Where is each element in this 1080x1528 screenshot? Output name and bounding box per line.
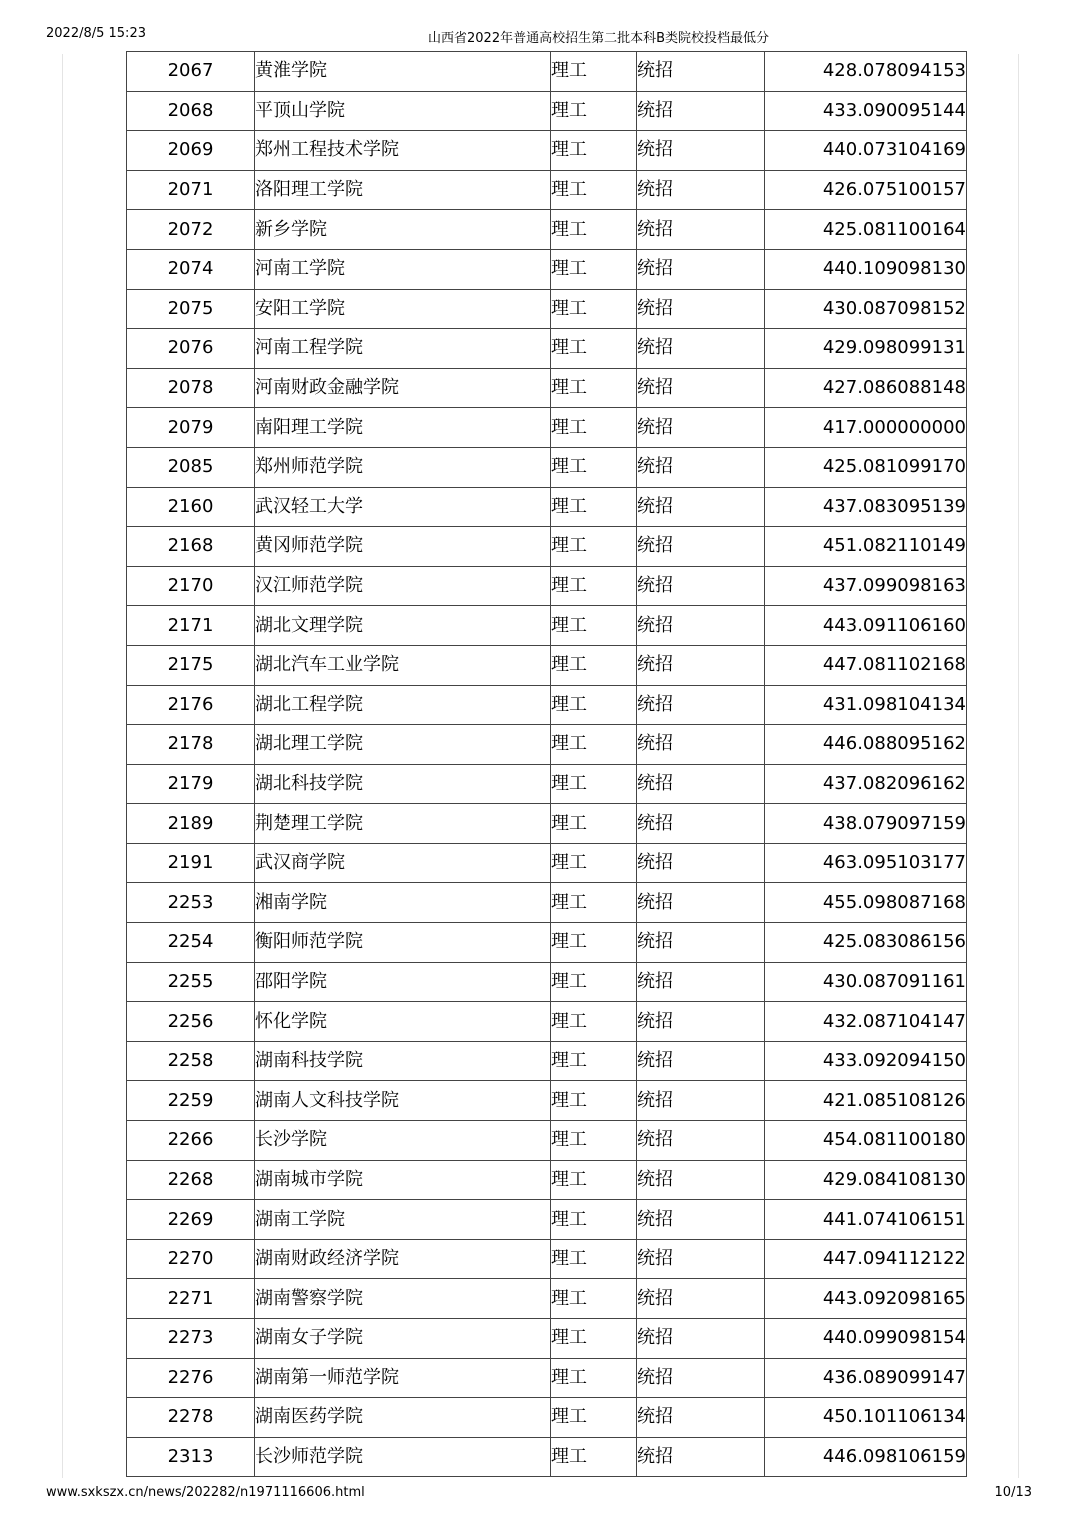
- table-row: [127, 1398, 967, 1438]
- subject-type-cell: 理工: [551, 1398, 637, 1438]
- plan-type-cell: 统招: [637, 1121, 765, 1161]
- min-score-cell: 433.090095144: [765, 91, 967, 131]
- table-row: [127, 764, 967, 804]
- subject-type-cell: 理工: [551, 883, 637, 923]
- min-score-cell: 427.086088148: [765, 368, 967, 408]
- min-score-cell: 438.079097159: [765, 804, 967, 844]
- school-code-cell: 2254: [127, 923, 255, 963]
- table-row: [127, 725, 967, 765]
- table-row: [127, 1437, 967, 1477]
- plan-type-cell: 统招: [637, 91, 765, 131]
- min-score-cell: 440.073104169: [765, 131, 967, 171]
- subject-type-cell: 理工: [551, 1160, 637, 1200]
- school-name-cell: 衡阳师范学院: [255, 923, 551, 963]
- min-score-cell: 454.081100180: [765, 1121, 967, 1161]
- school-name-cell: 长沙师范学院: [255, 1437, 551, 1477]
- school-name-cell: 湖南工学院: [255, 1200, 551, 1240]
- min-score-cell: 450.101106134: [765, 1398, 967, 1438]
- school-code-cell: 2085: [127, 447, 255, 487]
- school-code-cell: 2258: [127, 1041, 255, 1081]
- min-score-cell: 451.082110149: [765, 527, 967, 567]
- school-name-cell: 湖北理工学院: [255, 725, 551, 765]
- school-name-cell: 怀化学院: [255, 1002, 551, 1042]
- table-row: [127, 527, 967, 567]
- plan-type-cell: 统招: [637, 1041, 765, 1081]
- plan-type-cell: 统招: [637, 685, 765, 725]
- plan-type-cell: 统招: [637, 923, 765, 963]
- table-row: [127, 566, 967, 606]
- school-name-cell: 郑州工程技术学院: [255, 131, 551, 171]
- school-name-cell: 南阳理工学院: [255, 408, 551, 448]
- subject-type-cell: 理工: [551, 1121, 637, 1161]
- table-row: [127, 1319, 967, 1359]
- subject-type-cell: 理工: [551, 923, 637, 963]
- table-row: [127, 606, 967, 646]
- school-name-cell: 湖南女子学院: [255, 1319, 551, 1359]
- table-row: [127, 210, 967, 250]
- table-row: [127, 249, 967, 289]
- plan-type-cell: 统招: [637, 1239, 765, 1279]
- school-name-cell: 湖北文理学院: [255, 606, 551, 646]
- school-name-cell: 湖南城市学院: [255, 1160, 551, 1200]
- subject-type-cell: 理工: [551, 1239, 637, 1279]
- min-score-cell: 463.095103177: [765, 843, 967, 883]
- subject-type-cell: 理工: [551, 329, 637, 369]
- subject-type-cell: 理工: [551, 1279, 637, 1319]
- table-row: [127, 883, 967, 923]
- table-row: [127, 1041, 967, 1081]
- min-score-cell: 440.099098154: [765, 1319, 967, 1359]
- plan-type-cell: 统招: [637, 1319, 765, 1359]
- school-code-cell: 2191: [127, 843, 255, 883]
- school-code-cell: 2179: [127, 764, 255, 804]
- school-code-cell: 2178: [127, 725, 255, 765]
- table-row: [127, 1121, 967, 1161]
- plan-type-cell: 统招: [637, 170, 765, 210]
- min-score-cell: 430.087098152: [765, 289, 967, 329]
- min-score-cell: 431.098104134: [765, 685, 967, 725]
- school-code-cell: 2189: [127, 804, 255, 844]
- plan-type-cell: 统招: [637, 249, 765, 289]
- school-name-cell: 新乡学院: [255, 210, 551, 250]
- school-code-cell: 2075: [127, 289, 255, 329]
- school-name-cell: 洛阳理工学院: [255, 170, 551, 210]
- plan-type-cell: 统招: [637, 1398, 765, 1438]
- min-score-cell: 421.085108126: [765, 1081, 967, 1121]
- min-score-cell: 429.098099131: [765, 329, 967, 369]
- school-code-cell: 2255: [127, 962, 255, 1002]
- plan-type-cell: 统招: [637, 368, 765, 408]
- plan-type-cell: 统招: [637, 1437, 765, 1477]
- plan-type-cell: 统招: [637, 566, 765, 606]
- min-score-cell: 433.092094150: [765, 1041, 967, 1081]
- min-score-cell: 447.081102168: [765, 645, 967, 685]
- min-score-cell: 446.088095162: [765, 725, 967, 765]
- plan-type-cell: 统招: [637, 289, 765, 329]
- school-code-cell: 2270: [127, 1239, 255, 1279]
- plan-type-cell: 统招: [637, 52, 765, 92]
- school-name-cell: 湖北工程学院: [255, 685, 551, 725]
- school-code-cell: 2168: [127, 527, 255, 567]
- school-code-cell: 2079: [127, 408, 255, 448]
- score-table-body: [127, 52, 967, 1477]
- min-score-cell: 436.089099147: [765, 1358, 967, 1398]
- school-code-cell: 2176: [127, 685, 255, 725]
- source-url[interactable]: www.sxkszx.cn/news/202282/n1971116606.html: [46, 1485, 365, 1500]
- plan-type-cell: 统招: [637, 764, 765, 804]
- min-score-cell: 425.081100164: [765, 210, 967, 250]
- plan-type-cell: 统招: [637, 131, 765, 171]
- subject-type-cell: 理工: [551, 131, 637, 171]
- subject-type-cell: 理工: [551, 606, 637, 646]
- plan-type-cell: 统招: [637, 329, 765, 369]
- table-row: [127, 843, 967, 883]
- min-score-cell: 440.109098130: [765, 249, 967, 289]
- subject-type-cell: 理工: [551, 645, 637, 685]
- plan-type-cell: 统招: [637, 447, 765, 487]
- table-row: [127, 368, 967, 408]
- school-name-cell: 湖南第一师范学院: [255, 1358, 551, 1398]
- min-score-cell: 443.092098165: [765, 1279, 967, 1319]
- table-row: [127, 408, 967, 448]
- school-code-cell: 2256: [127, 1002, 255, 1042]
- school-code-cell: 2268: [127, 1160, 255, 1200]
- table-row: [127, 1200, 967, 1240]
- subject-type-cell: 理工: [551, 962, 637, 1002]
- school-code-cell: 2273: [127, 1319, 255, 1359]
- min-score-cell: 432.087104147: [765, 1002, 967, 1042]
- school-name-cell: 湖南警察学院: [255, 1279, 551, 1319]
- subject-type-cell: 理工: [551, 1319, 637, 1359]
- school-name-cell: 郑州师范学院: [255, 447, 551, 487]
- plan-type-cell: 统招: [637, 1002, 765, 1042]
- subject-type-cell: 理工: [551, 487, 637, 527]
- plan-type-cell: 统招: [637, 408, 765, 448]
- school-code-cell: 2269: [127, 1200, 255, 1240]
- plan-type-cell: 统招: [637, 487, 765, 527]
- table-row: [127, 1160, 967, 1200]
- table-row: [127, 685, 967, 725]
- min-score-cell: 447.094112122: [765, 1239, 967, 1279]
- subject-type-cell: 理工: [551, 210, 637, 250]
- min-score-cell: 425.083086156: [765, 923, 967, 963]
- school-code-cell: 2078: [127, 368, 255, 408]
- plan-type-cell: 统招: [637, 1081, 765, 1121]
- page-number: 10/13: [994, 1485, 1032, 1500]
- school-name-cell: 武汉商学院: [255, 843, 551, 883]
- table-row: [127, 804, 967, 844]
- subject-type-cell: 理工: [551, 1358, 637, 1398]
- school-code-cell: 2170: [127, 566, 255, 606]
- school-code-cell: 2067: [127, 52, 255, 92]
- school-code-cell: 2171: [127, 606, 255, 646]
- school-code-cell: 2076: [127, 329, 255, 369]
- school-name-cell: 湖北汽车工业学院: [255, 645, 551, 685]
- admission-score-table: [126, 51, 967, 1477]
- table-row: [127, 329, 967, 369]
- subject-type-cell: 理工: [551, 52, 637, 92]
- subject-type-cell: 理工: [551, 447, 637, 487]
- plan-type-cell: 统招: [637, 962, 765, 1002]
- school-name-cell: 湖北科技学院: [255, 764, 551, 804]
- min-score-cell: 437.099098163: [765, 566, 967, 606]
- school-code-cell: 2069: [127, 131, 255, 171]
- school-code-cell: 2266: [127, 1121, 255, 1161]
- school-name-cell: 黄淮学院: [255, 52, 551, 92]
- school-code-cell: 2074: [127, 249, 255, 289]
- plan-type-cell: 统招: [637, 527, 765, 567]
- plan-type-cell: 统招: [637, 645, 765, 685]
- subject-type-cell: 理工: [551, 1081, 637, 1121]
- school-name-cell: 武汉轻工大学: [255, 487, 551, 527]
- table-row: [127, 1239, 967, 1279]
- min-score-cell: 429.084108130: [765, 1160, 967, 1200]
- table-row: [127, 447, 967, 487]
- plan-type-cell: 统招: [637, 1358, 765, 1398]
- school-name-cell: 湖南人文科技学院: [255, 1081, 551, 1121]
- table-row: [127, 923, 967, 963]
- min-score-cell: 446.098106159: [765, 1437, 967, 1477]
- plan-type-cell: 统招: [637, 210, 765, 250]
- school-code-cell: 2253: [127, 883, 255, 923]
- table-row: [127, 1081, 967, 1121]
- subject-type-cell: 理工: [551, 289, 637, 329]
- min-score-cell: 437.083095139: [765, 487, 967, 527]
- plan-type-cell: 统招: [637, 725, 765, 765]
- min-score-cell: 425.081099170: [765, 447, 967, 487]
- min-score-cell: 417.000000000: [765, 408, 967, 448]
- print-date: 2022/8/5 15:23: [46, 26, 146, 41]
- school-code-cell: 2160: [127, 487, 255, 527]
- min-score-cell: 437.082096162: [765, 764, 967, 804]
- school-name-cell: 长沙学院: [255, 1121, 551, 1161]
- school-name-cell: 河南财政金融学院: [255, 368, 551, 408]
- subject-type-cell: 理工: [551, 566, 637, 606]
- school-name-cell: 河南工学院: [255, 249, 551, 289]
- subject-type-cell: 理工: [551, 249, 637, 289]
- school-name-cell: 汉江师范学院: [255, 566, 551, 606]
- subject-type-cell: 理工: [551, 804, 637, 844]
- subject-type-cell: 理工: [551, 725, 637, 765]
- table-row: [127, 289, 967, 329]
- school-name-cell: 河南工程学院: [255, 329, 551, 369]
- school-name-cell: 邵阳学院: [255, 962, 551, 1002]
- subject-type-cell: 理工: [551, 764, 637, 804]
- table-row: [127, 52, 967, 92]
- plan-type-cell: 统招: [637, 883, 765, 923]
- school-name-cell: 安阳工学院: [255, 289, 551, 329]
- table-row: [127, 1358, 967, 1398]
- school-code-cell: 2071: [127, 170, 255, 210]
- school-code-cell: 2313: [127, 1437, 255, 1477]
- school-name-cell: 湘南学院: [255, 883, 551, 923]
- school-name-cell: 平顶山学院: [255, 91, 551, 131]
- school-name-cell: 黄冈师范学院: [255, 527, 551, 567]
- subject-type-cell: 理工: [551, 368, 637, 408]
- page-title: 山西省2022年普通高校招生第二批本科B类院校投档最低分: [428, 31, 770, 46]
- subject-type-cell: 理工: [551, 1041, 637, 1081]
- school-name-cell: 湖南财政经济学院: [255, 1239, 551, 1279]
- school-code-cell: 2175: [127, 645, 255, 685]
- subject-type-cell: 理工: [551, 1002, 637, 1042]
- school-code-cell: 2278: [127, 1398, 255, 1438]
- min-score-cell: 430.087091161: [765, 962, 967, 1002]
- subject-type-cell: 理工: [551, 843, 637, 883]
- subject-type-cell: 理工: [551, 527, 637, 567]
- school-name-cell: 荆楚理工学院: [255, 804, 551, 844]
- subject-type-cell: 理工: [551, 1437, 637, 1477]
- subject-type-cell: 理工: [551, 170, 637, 210]
- table-row: [127, 170, 967, 210]
- school-name-cell: 湖南医药学院: [255, 1398, 551, 1438]
- table-row: [127, 131, 967, 171]
- min-score-cell: 443.091106160: [765, 606, 967, 646]
- school-code-cell: 2072: [127, 210, 255, 250]
- school-code-cell: 2068: [127, 91, 255, 131]
- school-name-cell: 湖南科技学院: [255, 1041, 551, 1081]
- table-row: [127, 645, 967, 685]
- subject-type-cell: 理工: [551, 408, 637, 448]
- plan-type-cell: 统招: [637, 804, 765, 844]
- min-score-cell: 441.074106151: [765, 1200, 967, 1240]
- min-score-cell: 426.075100157: [765, 170, 967, 210]
- plan-type-cell: 统招: [637, 1160, 765, 1200]
- left-margin-line: [62, 54, 63, 1478]
- right-margin-line: [1018, 54, 1019, 1478]
- table-row: [127, 1279, 967, 1319]
- school-code-cell: 2276: [127, 1358, 255, 1398]
- plan-type-cell: 统招: [637, 1200, 765, 1240]
- table-row: [127, 487, 967, 527]
- school-code-cell: 2259: [127, 1081, 255, 1121]
- plan-type-cell: 统招: [637, 843, 765, 883]
- plan-type-cell: 统招: [637, 606, 765, 646]
- school-code-cell: 2271: [127, 1279, 255, 1319]
- subject-type-cell: 理工: [551, 91, 637, 131]
- table-row: [127, 1002, 967, 1042]
- table-row: [127, 962, 967, 1002]
- min-score-cell: 455.098087168: [765, 883, 967, 923]
- table-row: [127, 91, 967, 131]
- subject-type-cell: 理工: [551, 685, 637, 725]
- subject-type-cell: 理工: [551, 1200, 637, 1240]
- min-score-cell: 428.078094153: [765, 52, 967, 92]
- plan-type-cell: 统招: [637, 1279, 765, 1319]
